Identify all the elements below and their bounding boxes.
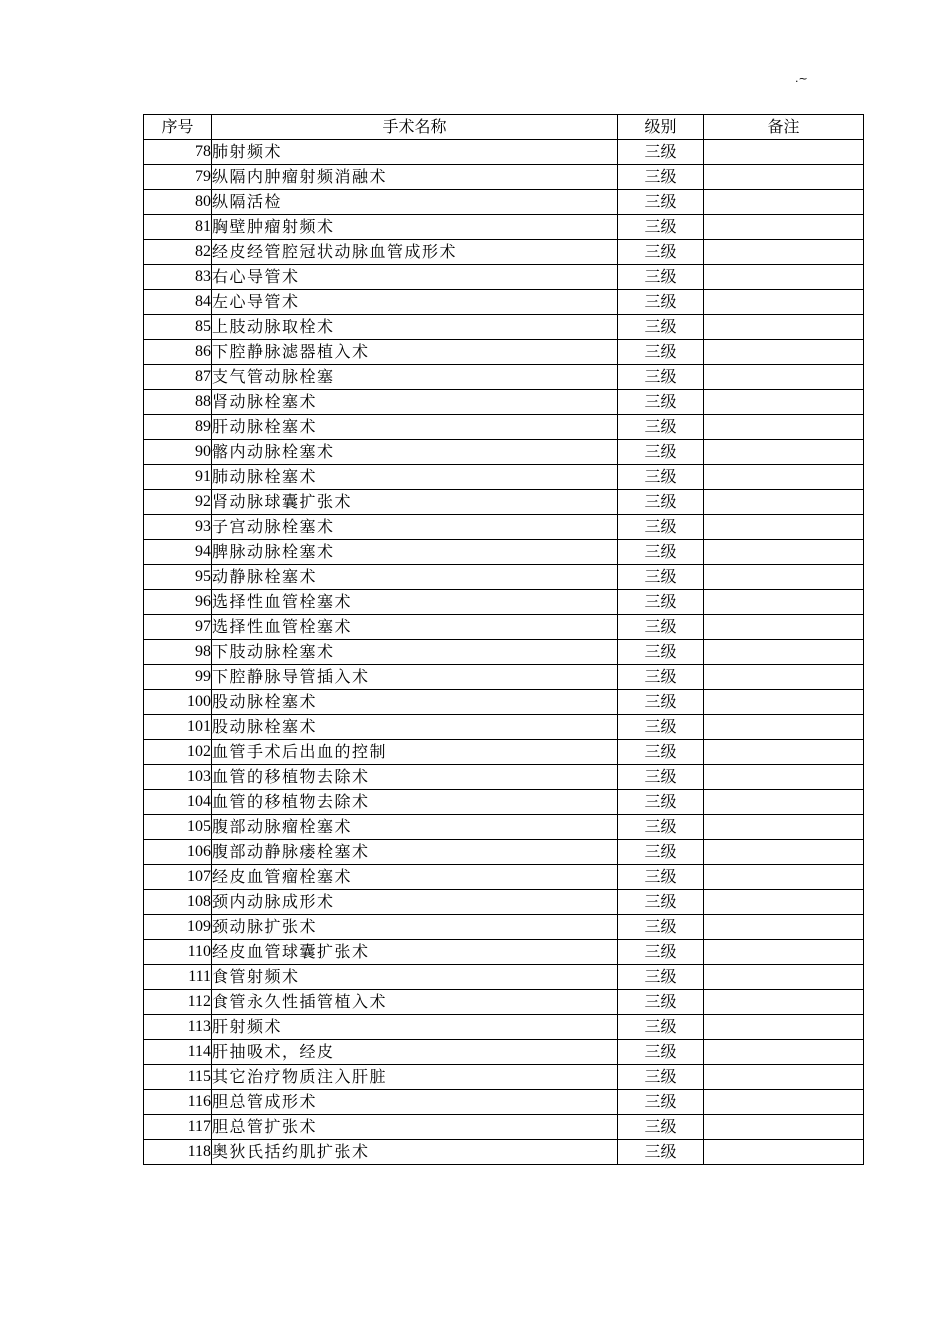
row-level-cell: 三级 xyxy=(618,190,704,215)
row-seq-cell: 108 xyxy=(144,890,212,915)
row-seq-cell: 83 xyxy=(144,265,212,290)
row-level-cell: 三级 xyxy=(618,940,704,965)
row-level-cell: 三级 xyxy=(618,290,704,315)
row-level-cell: 三级 xyxy=(618,840,704,865)
row-name-cell: 选择性血管栓塞术 xyxy=(212,615,618,640)
table-row xyxy=(144,1040,864,1065)
row-note-cell xyxy=(704,515,864,540)
table-row xyxy=(144,865,864,890)
row-level-cell: 三级 xyxy=(618,1065,704,1090)
row-name-cell: 奥狄氏括约肌扩张术 xyxy=(212,1140,618,1165)
row-seq-cell: 106 xyxy=(144,840,212,865)
table-row xyxy=(144,765,864,790)
table-row xyxy=(144,665,864,690)
table-row xyxy=(144,590,864,615)
row-level-cell: 三级 xyxy=(618,465,704,490)
table-row xyxy=(144,165,864,190)
table-row xyxy=(144,790,864,815)
row-name-cell: 肝射频术 xyxy=(212,1015,618,1040)
table-row xyxy=(144,815,864,840)
table-header-row xyxy=(144,115,864,140)
row-name-cell: 纵隔活检 xyxy=(212,190,618,215)
row-level-cell: 三级 xyxy=(618,390,704,415)
row-note-cell xyxy=(704,1140,864,1165)
row-name-cell: 肺射频术 xyxy=(212,140,618,165)
row-seq-cell: 80 xyxy=(144,190,212,215)
table-row xyxy=(144,340,864,365)
row-note-cell xyxy=(704,940,864,965)
row-seq-cell: 87 xyxy=(144,365,212,390)
table-row xyxy=(144,1015,864,1040)
row-name-cell: 食管永久性插管植入术 xyxy=(212,990,618,1015)
table-row xyxy=(144,940,864,965)
page-mark: .~ xyxy=(795,72,808,85)
row-note-cell xyxy=(704,465,864,490)
row-name-cell: 髂内动脉栓塞术 xyxy=(212,440,618,465)
table-row xyxy=(144,1140,864,1165)
row-note-cell xyxy=(704,1040,864,1065)
row-name-cell: 动静脉栓塞术 xyxy=(212,565,618,590)
row-seq-cell: 84 xyxy=(144,290,212,315)
table-row xyxy=(144,690,864,715)
row-seq-cell: 100 xyxy=(144,690,212,715)
row-seq-cell: 96 xyxy=(144,590,212,615)
row-level-cell: 三级 xyxy=(618,1040,704,1065)
row-level-cell: 三级 xyxy=(618,340,704,365)
row-note-cell xyxy=(704,240,864,265)
row-name-cell: 胆总管扩张术 xyxy=(212,1115,618,1140)
row-note-cell xyxy=(704,365,864,390)
row-seq-cell: 102 xyxy=(144,740,212,765)
row-name-cell: 下肢动脉栓塞术 xyxy=(212,640,618,665)
table-row xyxy=(144,990,864,1015)
row-seq-cell: 94 xyxy=(144,540,212,565)
row-seq-cell: 113 xyxy=(144,1015,212,1040)
row-note-cell xyxy=(704,640,864,665)
row-level-cell: 三级 xyxy=(618,1140,704,1165)
row-note-cell xyxy=(704,1115,864,1140)
header-level: 级别 xyxy=(618,115,704,140)
row-seq-cell: 98 xyxy=(144,640,212,665)
row-name-cell: 脾脉动脉栓塞术 xyxy=(212,540,618,565)
table-row xyxy=(144,965,864,990)
row-note-cell xyxy=(704,965,864,990)
row-name-cell: 胸壁肿瘤射频术 xyxy=(212,215,618,240)
row-level-cell: 三级 xyxy=(618,240,704,265)
row-level-cell: 三级 xyxy=(618,1115,704,1140)
row-seq-cell: 88 xyxy=(144,390,212,415)
row-level-cell: 三级 xyxy=(618,690,704,715)
row-level-cell: 三级 xyxy=(618,615,704,640)
row-name-cell: 腹部动脉瘤栓塞术 xyxy=(212,815,618,840)
table-row xyxy=(144,440,864,465)
row-name-cell: 经皮血管球囊扩张术 xyxy=(212,940,618,965)
row-name-cell: 其它治疗物质注入肝脏 xyxy=(212,1065,618,1090)
row-name-cell: 经皮经管腔冠状动脉血管成形术 xyxy=(212,240,618,265)
row-level-cell: 三级 xyxy=(618,640,704,665)
row-note-cell xyxy=(704,265,864,290)
row-name-cell: 右心导管术 xyxy=(212,265,618,290)
row-level-cell: 三级 xyxy=(618,815,704,840)
row-seq-cell: 89 xyxy=(144,415,212,440)
row-note-cell xyxy=(704,1090,864,1115)
row-level-cell: 三级 xyxy=(618,165,704,190)
row-note-cell xyxy=(704,290,864,315)
table-row xyxy=(144,215,864,240)
table-row xyxy=(144,715,864,740)
table-body xyxy=(144,140,864,1165)
row-seq-cell: 107 xyxy=(144,865,212,890)
row-seq-cell: 114 xyxy=(144,1040,212,1065)
row-seq-cell: 104 xyxy=(144,790,212,815)
row-note-cell xyxy=(704,165,864,190)
row-seq-cell: 78 xyxy=(144,140,212,165)
row-note-cell xyxy=(704,340,864,365)
table-row xyxy=(144,140,864,165)
row-note-cell xyxy=(704,565,864,590)
row-name-cell: 肾动脉球囊扩张术 xyxy=(212,490,618,515)
table-row xyxy=(144,190,864,215)
row-seq-cell: 117 xyxy=(144,1115,212,1140)
row-level-cell: 三级 xyxy=(618,740,704,765)
header-name: 手术名称 xyxy=(212,115,618,140)
row-name-cell: 血管的移植物去除术 xyxy=(212,790,618,815)
row-level-cell: 三级 xyxy=(618,865,704,890)
row-name-cell: 腹部动静脉瘘栓塞术 xyxy=(212,840,618,865)
row-note-cell xyxy=(704,815,864,840)
header-seq: 序号 xyxy=(144,115,212,140)
row-seq-cell: 79 xyxy=(144,165,212,190)
table-row xyxy=(144,315,864,340)
table-row xyxy=(144,1090,864,1115)
row-note-cell xyxy=(704,690,864,715)
row-level-cell: 三级 xyxy=(618,140,704,165)
table-row xyxy=(144,465,864,490)
table-row xyxy=(144,490,864,515)
row-level-cell: 三级 xyxy=(618,490,704,515)
row-name-cell: 左心导管术 xyxy=(212,290,618,315)
row-seq-cell: 103 xyxy=(144,765,212,790)
row-level-cell: 三级 xyxy=(618,215,704,240)
row-note-cell xyxy=(704,440,864,465)
row-name-cell: 支气管动脉栓塞 xyxy=(212,365,618,390)
row-seq-cell: 111 xyxy=(144,965,212,990)
row-name-cell: 食管射频术 xyxy=(212,965,618,990)
row-note-cell xyxy=(704,1015,864,1040)
row-seq-cell: 109 xyxy=(144,915,212,940)
row-note-cell xyxy=(704,215,864,240)
row-level-cell: 三级 xyxy=(618,790,704,815)
table-row xyxy=(144,390,864,415)
row-seq-cell: 105 xyxy=(144,815,212,840)
row-name-cell: 胆总管成形术 xyxy=(212,1090,618,1115)
row-note-cell xyxy=(704,540,864,565)
row-name-cell: 肝抽吸术，经皮 xyxy=(212,1040,618,1065)
table-row xyxy=(144,740,864,765)
row-level-cell: 三级 xyxy=(618,990,704,1015)
table-row xyxy=(144,1115,864,1140)
row-note-cell xyxy=(704,790,864,815)
row-seq-cell: 95 xyxy=(144,565,212,590)
row-seq-cell: 92 xyxy=(144,490,212,515)
row-seq-cell: 81 xyxy=(144,215,212,240)
row-level-cell: 三级 xyxy=(618,440,704,465)
row-seq-cell: 90 xyxy=(144,440,212,465)
row-level-cell: 三级 xyxy=(618,1015,704,1040)
row-seq-cell: 101 xyxy=(144,715,212,740)
row-name-cell: 选择性血管栓塞术 xyxy=(212,590,618,615)
row-note-cell xyxy=(704,590,864,615)
row-name-cell: 肺动脉栓塞术 xyxy=(212,465,618,490)
row-name-cell: 股动脉栓塞术 xyxy=(212,690,618,715)
row-level-cell: 三级 xyxy=(618,540,704,565)
row-name-cell: 子宫动脉栓塞术 xyxy=(212,515,618,540)
row-note-cell xyxy=(704,740,864,765)
row-name-cell: 颈内动脉成形术 xyxy=(212,890,618,915)
table-row xyxy=(144,265,864,290)
row-name-cell: 颈动脉扩张术 xyxy=(212,915,618,940)
row-level-cell: 三级 xyxy=(618,565,704,590)
table-row xyxy=(144,890,864,915)
row-level-cell: 三级 xyxy=(618,315,704,340)
row-seq-cell: 116 xyxy=(144,1090,212,1115)
row-level-cell: 三级 xyxy=(618,665,704,690)
row-note-cell xyxy=(704,140,864,165)
table-row xyxy=(144,565,864,590)
row-seq-cell: 110 xyxy=(144,940,212,965)
row-note-cell xyxy=(704,990,864,1015)
row-name-cell: 经皮血管瘤栓塞术 xyxy=(212,865,618,890)
row-level-cell: 三级 xyxy=(618,890,704,915)
table-row xyxy=(144,640,864,665)
row-note-cell xyxy=(704,665,864,690)
row-level-cell: 三级 xyxy=(618,715,704,740)
row-note-cell xyxy=(704,415,864,440)
row-name-cell: 上肢动脉取栓术 xyxy=(212,315,618,340)
row-note-cell xyxy=(704,890,864,915)
row-note-cell xyxy=(704,915,864,940)
table-row xyxy=(144,615,864,640)
row-name-cell: 肝动脉栓塞术 xyxy=(212,415,618,440)
row-name-cell: 血管手术后出血的控制 xyxy=(212,740,618,765)
row-note-cell xyxy=(704,315,864,340)
row-level-cell: 三级 xyxy=(618,265,704,290)
row-note-cell xyxy=(704,715,864,740)
row-level-cell: 三级 xyxy=(618,1090,704,1115)
row-note-cell xyxy=(704,615,864,640)
table-row xyxy=(144,1065,864,1090)
row-level-cell: 三级 xyxy=(618,590,704,615)
row-note-cell xyxy=(704,865,864,890)
header-note: 备注 xyxy=(704,115,864,140)
row-seq-cell: 118 xyxy=(144,1140,212,1165)
row-name-cell: 血管的移植物去除术 xyxy=(212,765,618,790)
row-level-cell: 三级 xyxy=(618,965,704,990)
table-row xyxy=(144,365,864,390)
row-level-cell: 三级 xyxy=(618,915,704,940)
row-level-cell: 三级 xyxy=(618,765,704,790)
table-row xyxy=(144,840,864,865)
row-name-cell: 下腔静脉导管插入术 xyxy=(212,665,618,690)
row-seq-cell: 112 xyxy=(144,990,212,1015)
row-name-cell: 肾动脉栓塞术 xyxy=(212,390,618,415)
row-seq-cell: 86 xyxy=(144,340,212,365)
row-note-cell xyxy=(704,390,864,415)
row-level-cell: 三级 xyxy=(618,415,704,440)
table-row xyxy=(144,415,864,440)
row-note-cell xyxy=(704,840,864,865)
table-row xyxy=(144,290,864,315)
table-row xyxy=(144,540,864,565)
procedure-table xyxy=(143,114,864,1165)
row-name-cell: 股动脉栓塞术 xyxy=(212,715,618,740)
row-seq-cell: 115 xyxy=(144,1065,212,1090)
table-row xyxy=(144,515,864,540)
table-row xyxy=(144,915,864,940)
row-level-cell: 三级 xyxy=(618,365,704,390)
row-seq-cell: 97 xyxy=(144,615,212,640)
row-seq-cell: 82 xyxy=(144,240,212,265)
row-note-cell xyxy=(704,490,864,515)
row-seq-cell: 99 xyxy=(144,665,212,690)
row-name-cell: 纵隔内肿瘤射频消融术 xyxy=(212,165,618,190)
row-seq-cell: 85 xyxy=(144,315,212,340)
row-note-cell xyxy=(704,1065,864,1090)
table-row xyxy=(144,240,864,265)
row-seq-cell: 91 xyxy=(144,465,212,490)
row-name-cell: 下腔静脉滤器植入术 xyxy=(212,340,618,365)
row-note-cell xyxy=(704,190,864,215)
row-seq-cell: 93 xyxy=(144,515,212,540)
row-note-cell xyxy=(704,765,864,790)
row-level-cell: 三级 xyxy=(618,515,704,540)
